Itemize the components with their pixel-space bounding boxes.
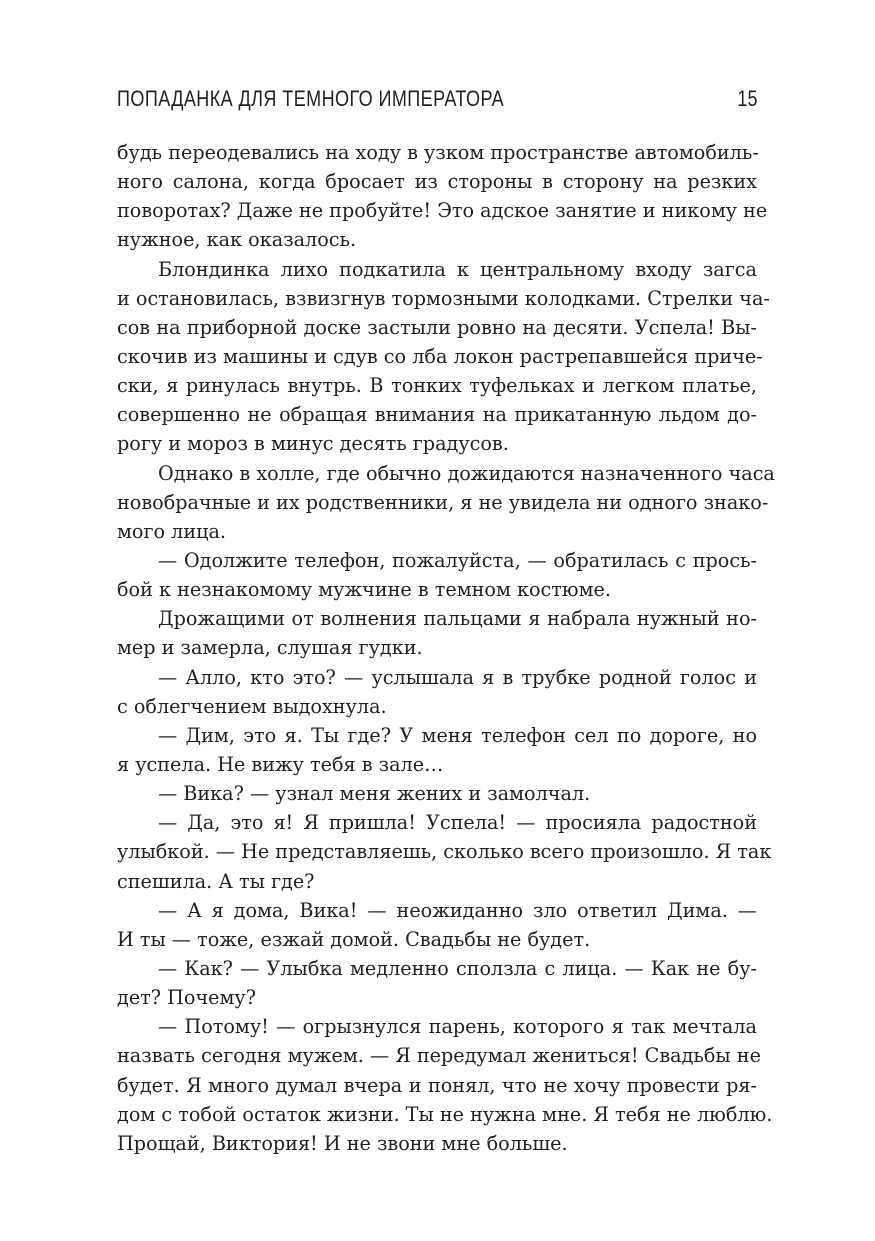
text-line: и остановилась, взвизгнув тормозными колодками. Стрелки ча- — [117, 286, 770, 310]
page-text — [117, 138, 775, 1158]
text-line: я успела. Не вижу тебя в зале… — [117, 752, 444, 776]
text-line: мер и замерла, слушая гудки. — [117, 636, 423, 660]
running-header — [117, 86, 757, 116]
text-line: дом с тобой остаток жизни. Ты не нужна мне. Я тебя не люблю. — [117, 1102, 773, 1126]
book-title: ПОПАДАНКА ДЛЯ ТЕМНОГО ИМПЕРАТОРА — [117, 86, 505, 111]
text-line: — Одолжите телефон, пожалуйста, — обратилась с прось- — [158, 548, 757, 572]
text-line: — Как? — Улыбка медленно сползла с лица. — Как не бу- — [158, 956, 757, 980]
text-line: будет. Я много думал вчера и понял, что не хочу провести ря- — [117, 1073, 757, 1097]
text-line: ного салона, когда бросает из стороны в сторону на резких — [117, 170, 757, 194]
text-line: — Вика? — узнал меня жених и замолчал. — [158, 782, 591, 806]
text-line: скочив из машины и сдув со лба локон растрепавшейся приче- — [117, 344, 763, 368]
text-line: Дрожащими от волнения пальцами я набрала нужный но- — [158, 607, 757, 631]
text-line: Блондинка лихо подкатила к центральному входу загса — [158, 257, 757, 281]
text-line: сов на приборной доске застыли ровно на десяти. Успела! Вы- — [117, 315, 757, 339]
text-line: — А я дома, Вика! — неожиданно зло ответил Дима. — — [158, 898, 757, 922]
text-line: — Дим, это я. Ты где? У меня телефон сел по дороге, но — [158, 723, 757, 747]
text-line: нужное, как оказалось. — [117, 228, 357, 252]
text-line: будь переодевались на ходу в узком пространстве автомобиль- — [117, 141, 759, 164]
text-line: — Да, это я! Я пришла! Успела! — просияла радостной — [158, 811, 757, 835]
text-line: дет? Почему? — [117, 986, 256, 1010]
text-line: с облегчением выдохнула. — [117, 694, 387, 718]
text-line: И ты — тоже, езжай домой. Свадьбы не будет. — [117, 927, 591, 951]
text-line: поворотах? Даже не пробуйте! Это адское занятие и никому не — [117, 199, 768, 223]
text-line: спешила. А ты где? — [117, 869, 315, 893]
text-line: Прощай, Виктория! И не звони мне больше. — [117, 1131, 568, 1155]
text-line: совершенно не обращая внимания на прикатанную льдом до- — [117, 403, 757, 427]
text-line: назвать сегодня мужем. — Я передумал жениться! Свадьбы не — [117, 1044, 761, 1068]
text-line: — Алло, кто это? — услышала я в трубке родной голос и — [158, 665, 757, 689]
text-line: улыбкой. — Не представляешь, сколько всего произошло. Я так — [117, 840, 772, 864]
text-line: мого лица. — [117, 519, 227, 543]
text-line: ски, я ринулась внутрь. В тонких туфельках и легком платье, — [117, 374, 757, 398]
text-line: новобрачные и их родственники, я не увидела ни одного знако- — [117, 490, 769, 514]
text-line: Однако в холле, где обычно дожидаются назначенного часа — [158, 461, 775, 485]
text-line: бой к незнакомому мужчине в темном костюме. — [117, 578, 611, 602]
page-number: 15 — [736, 86, 757, 111]
text-line: — Потому! — огрызнулся парень, которого я так мечтала — [158, 1015, 757, 1039]
text-line: рогу и мороз в минус десять градусов. — [117, 432, 509, 456]
